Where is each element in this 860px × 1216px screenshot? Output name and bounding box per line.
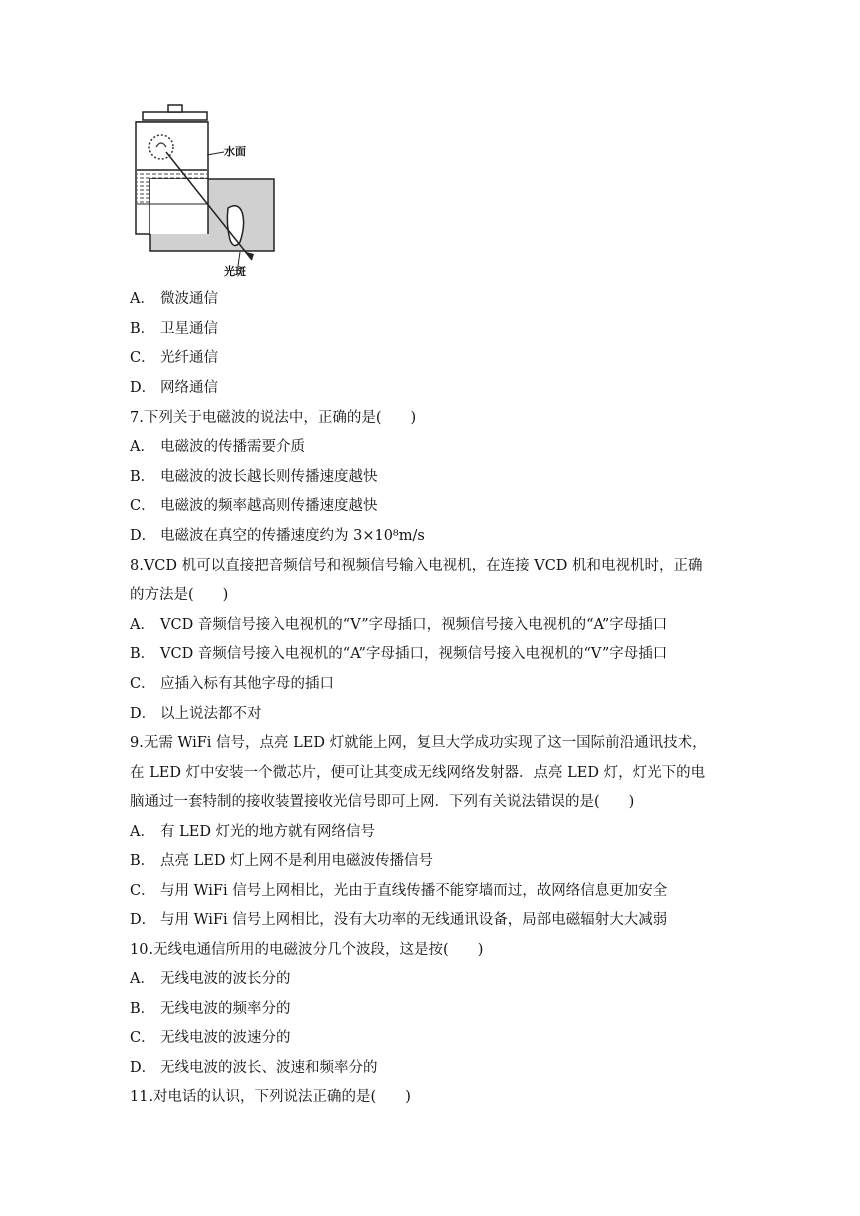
option-text: 微波通信 <box>160 291 218 307</box>
option-q7-a[interactable] <box>130 437 305 457</box>
option-q7-d[interactable] <box>130 526 425 546</box>
option-text: 网络通信 <box>160 380 218 396</box>
option-q8-a[interactable] <box>130 615 667 635</box>
option-tag: A． <box>130 824 155 840</box>
option-q9-b[interactable] <box>130 851 433 871</box>
option-q8-c[interactable] <box>130 674 334 694</box>
option-q9-a[interactable] <box>130 822 375 842</box>
option-text: 电磁波的频率越高则传播速度越快 <box>160 498 378 514</box>
option-tag: C． <box>130 1030 156 1046</box>
option-tag: A． <box>130 439 155 455</box>
option-tag: A． <box>130 617 155 633</box>
option-text: 电磁波的波长越长则传播速度越快 <box>160 469 378 485</box>
option-q10-d[interactable] <box>130 1058 378 1078</box>
option-text: 电磁波在真空的传播速度约为 3×10⁸m/s <box>160 528 425 544</box>
question-10-stem: 10.无线电通信所用的电磁波分几个波段，这是按( ) <box>130 942 484 958</box>
option-q6-c[interactable] <box>130 348 218 368</box>
question-9-stem-line3: 脑通过一套特制的接收装置接收光信号即可上网．下列有关说法错误的是( ) <box>130 794 635 810</box>
figure-label-spot: 光斑 <box>224 265 246 278</box>
option-q10-b[interactable] <box>130 999 291 1019</box>
option-text: 电磁波的传播需要介质 <box>160 439 305 455</box>
option-tag: C． <box>130 498 156 514</box>
question-8-stem-line2: 的方法是( ) <box>130 587 229 603</box>
option-tag: C． <box>130 676 156 692</box>
option-q9-c[interactable] <box>130 881 667 901</box>
option-tag: B． <box>130 321 156 337</box>
question-7-stem: 7.下列关于电磁波的说法中，正确的是( ) <box>130 410 417 426</box>
experiment-figure <box>128 100 278 278</box>
question-9-stem-line2: 在 LED 灯中安装一个微芯片，便可让其变成无线网络发射器．点亮 LED 灯，灯光下的电 <box>130 765 706 781</box>
option-tag: C． <box>130 350 156 366</box>
option-q8-b[interactable] <box>130 644 667 664</box>
option-text: 与用 WiFi 信号上网相比，没有大功率的无线通讯设备，局部电磁辐射大大减弱 <box>160 912 668 928</box>
option-text: VCD 音频信号接入电视机的“V”字母插口，视频信号接入电视机的“A”字母插口 <box>160 617 668 633</box>
figure-label-water: 水面 <box>224 145 246 158</box>
option-tag: B． <box>130 853 156 869</box>
option-q6-d[interactable] <box>130 378 218 398</box>
option-q7-b[interactable] <box>130 467 378 487</box>
option-text: 与用 WiFi 信号上网相比，光由于直线传播不能穿墙而过，故网络信息更加安全 <box>160 883 668 899</box>
question-11-stem: 11.对电话的认识，下列说法正确的是( ) <box>130 1089 411 1105</box>
option-text: 无线电波的波长、波速和频率分的 <box>160 1060 378 1076</box>
option-tag: A． <box>130 971 155 987</box>
option-tag: D． <box>130 380 157 396</box>
option-q8-d[interactable] <box>130 704 262 724</box>
option-q9-d[interactable] <box>130 910 667 930</box>
option-text: 以上说法都不对 <box>160 706 262 722</box>
option-q6-a[interactable] <box>130 289 218 309</box>
option-q6-b[interactable] <box>130 319 218 339</box>
option-text: 有 LED 灯光的地方就有网络信号 <box>160 824 376 840</box>
option-text: 光纤通信 <box>160 350 218 366</box>
option-text: 无线电波的波速分的 <box>160 1030 291 1046</box>
option-tag: B． <box>130 469 156 485</box>
option-q10-c[interactable] <box>130 1028 291 1048</box>
option-text: VCD 音频信号接入电视机的“A”字母插口，视频信号接入电视机的“V”字母插口 <box>160 646 668 662</box>
option-tag: C． <box>130 883 156 899</box>
option-text: 应插入标有其他字母的插口 <box>160 676 334 692</box>
option-text: 无线电波的频率分的 <box>160 1001 291 1017</box>
option-text: 点亮 LED 灯上网不是利用电磁波传播信号 <box>160 853 434 869</box>
option-q10-a[interactable] <box>130 969 291 989</box>
option-tag: D． <box>130 912 157 928</box>
question-8-stem-line1: 8.VCD 机可以直接把音频信号和视频信号输入电视机，在连接 VCD 机和电视机时，正确 <box>130 558 703 574</box>
option-q7-c[interactable] <box>130 496 378 516</box>
option-tag: D． <box>130 528 157 544</box>
option-text: 无线电波的波长分的 <box>160 971 291 987</box>
question-9-stem-line1: 9.无需 WiFi 信号，点亮 LED 灯就能上网，复旦大学成功实现了这一国际前沿通讯技术， <box>130 735 707 751</box>
option-tag: D． <box>130 706 157 722</box>
option-tag: D． <box>130 1060 157 1076</box>
option-tag: B． <box>130 1001 156 1017</box>
option-tag: A． <box>130 291 155 307</box>
option-text: 卫星通信 <box>160 321 218 337</box>
option-tag: B． <box>130 646 156 662</box>
